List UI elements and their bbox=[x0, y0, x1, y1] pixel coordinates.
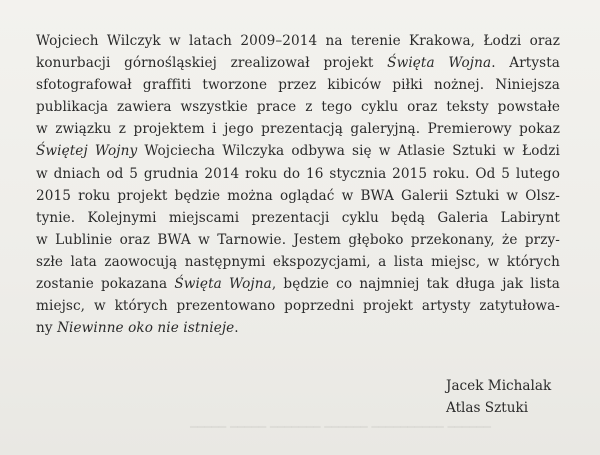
text-segment: sfotografował graffiti tworzone przez kibiców piłki nożnej. Niniejsza bbox=[36, 77, 560, 94]
text-line bbox=[36, 163, 560, 185]
text-segment: publikacja zawiera wszystkie prace z tego cyklu oraz teksty powstałe bbox=[36, 99, 560, 116]
text-line bbox=[36, 118, 560, 140]
italic-title: Święta Wojna bbox=[387, 55, 492, 72]
text-segment: 2015 roku projekt będzie można oglądać w BWA Galerii Sztuki w Olsz- bbox=[36, 187, 560, 204]
text-line bbox=[36, 251, 560, 273]
text-segment: . Artysta bbox=[491, 55, 560, 72]
text-line bbox=[36, 140, 560, 162]
signature-author: Jacek Michalak bbox=[446, 378, 552, 394]
text-line bbox=[36, 317, 560, 339]
body-paragraph bbox=[36, 30, 560, 339]
text-segment: , będzie co najmniej tak długa jak lista bbox=[271, 276, 560, 293]
text-line bbox=[36, 74, 560, 96]
signature-organization: Atlas Sztuki bbox=[446, 400, 529, 416]
text-segment: Wojciecha Wilczyka odbywa się w Atlasie Sztuki w Łodzi bbox=[137, 143, 560, 160]
text-line bbox=[36, 229, 560, 251]
text-segment: konurbacji górnośląskiej zrealizował projekt bbox=[36, 55, 388, 72]
text-segment: w dniach od 5 grudnia 2014 roku do 16 stycznia 2015 roku. Od 5 lutego bbox=[36, 165, 560, 182]
italic-title: Święta Wojna bbox=[174, 276, 272, 293]
text-line bbox=[36, 207, 560, 229]
italic-title: Świętej Wojny bbox=[36, 143, 138, 160]
text-line bbox=[36, 185, 560, 207]
text-line bbox=[36, 96, 560, 118]
text-segment: w związku z projektem i jego prezentacją galeryjną. Premierowy pokaz bbox=[36, 121, 560, 138]
text-segment: szłe lata zaowocują następnymi ekspozycjami, a lista miejsc, w których bbox=[36, 253, 560, 270]
signature-block bbox=[446, 375, 551, 419]
text-line bbox=[36, 295, 560, 317]
text-segment: zostanie pokazana bbox=[36, 276, 175, 293]
text-line bbox=[36, 52, 560, 74]
text-line bbox=[36, 30, 560, 52]
text-segment: miejsc, w których prezentowano poprzedni projekt artysty zatytułowa- bbox=[36, 298, 560, 315]
text-segment: tynie. Kolejnymi miejscami prezentacji cyklu będą Galeria Labirynt bbox=[36, 209, 560, 226]
text-line bbox=[36, 273, 560, 295]
text-segment: ny bbox=[36, 320, 58, 337]
show-through-text: ━━━━━ ━━━━━ ━━━━━━━ ━━━━━━ ━━━━━━━━━━ ━━━━━━ bbox=[190, 420, 491, 434]
text-segment: w Lublinie oraz BWA w Tarnowie. Jestem głęboko przekonany, że przy- bbox=[36, 231, 560, 248]
text-segment: Wojciech Wilczyk w latach 2009–2014 na terenie Krakowa, Łodzi oraz bbox=[36, 33, 560, 49]
text-segment: . bbox=[234, 320, 239, 337]
italic-title: Niewinne oko nie istnieje bbox=[57, 320, 235, 337]
